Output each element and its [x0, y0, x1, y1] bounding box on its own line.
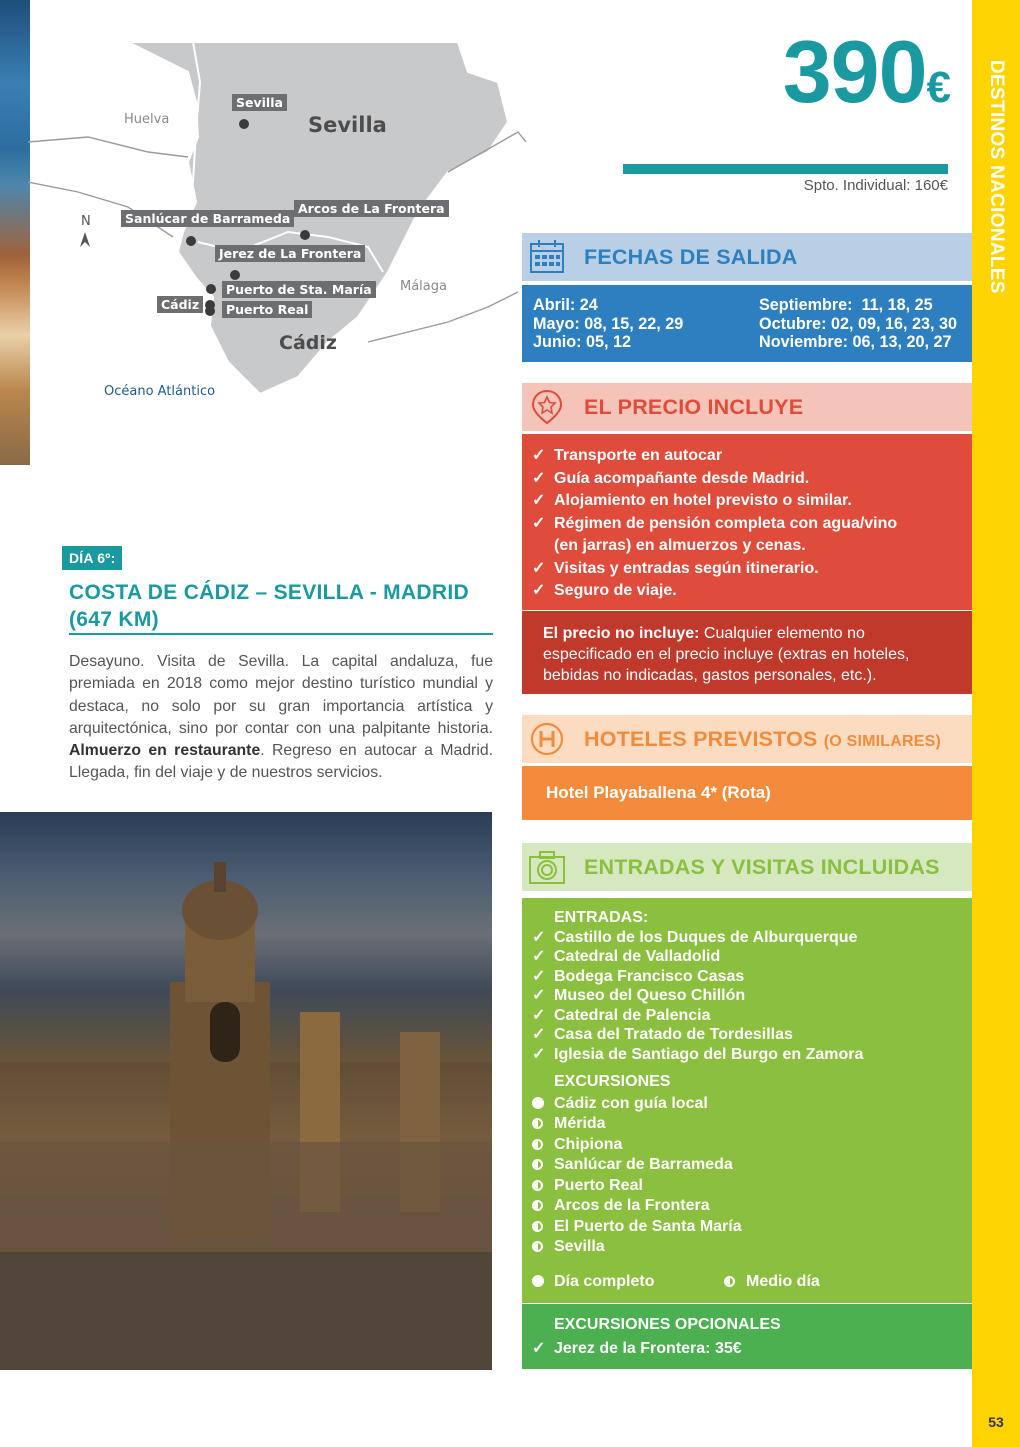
fecha-line: Septiembre: 11, 18, 25	[759, 296, 933, 314]
opcionales-body	[522, 1304, 972, 1369]
incluye-item: ✓ Seguro de viaje.	[532, 580, 962, 603]
map-place-sanlucar: Sanlúcar de Barrameda	[121, 210, 294, 227]
full-day-icon	[532, 1275, 544, 1287]
entrada-item: ✓ Castillo de los Duques de Alburquerque	[532, 928, 858, 946]
check-icon: ✓	[532, 1026, 546, 1043]
map-north-label: N	[81, 214, 91, 229]
incluye-item: ✓ Régimen de pensión completa con agua/vino	[532, 513, 962, 536]
incluye-header	[522, 383, 972, 431]
hoteles-title: HOTELES PREVISTOS (O SIMILARES)	[584, 727, 942, 751]
price-bar	[623, 164, 948, 174]
map-place-jerez: Jerez de La Frontera	[215, 245, 365, 262]
entradas-title: ENTRADAS Y VISITAS INCLUIDAS	[584, 855, 940, 879]
single-supplement: Spto. Individual: 160€	[803, 177, 948, 194]
entradas-header	[522, 843, 972, 891]
check-icon: ✓	[532, 1340, 546, 1357]
check-icon: ✓	[532, 447, 546, 464]
map-region-cadiz: Cádiz	[279, 332, 337, 354]
fechas-title: FECHAS DE SALIDA	[584, 245, 798, 269]
hotel-body	[522, 766, 972, 820]
excursion-item: Cádiz con guía local	[532, 1094, 962, 1115]
map-place-cadiz: Cádiz	[157, 296, 203, 313]
map-place-puerto-sta-maria: Puerto de Sta. María	[222, 281, 376, 298]
incluye-body	[522, 434, 972, 610]
entrada-item: ✓ Catedral de Palencia	[532, 1006, 711, 1024]
check-icon: ✓	[532, 1045, 546, 1063]
opcionales-label: EXCURSIONES OPCIONALES	[554, 1316, 781, 1333]
cathedral-photo-art	[0, 812, 492, 1370]
excursion-item: Mérida	[532, 1114, 962, 1135]
excursion-item: Chipiona	[532, 1135, 962, 1156]
fechas-col-1	[533, 296, 683, 352]
map-dot-puerto-sta-maria	[206, 284, 216, 294]
day-title: COSTA DE CÁDIZ – SEVILLA - MADRID (647 KM)	[69, 581, 469, 631]
map-place-arcos: Arcos de La Frontera	[294, 200, 449, 217]
fecha-line: Abril: 24	[533, 296, 598, 314]
route-map	[28, 42, 528, 432]
half-day-icon	[532, 1139, 543, 1150]
calendar-icon	[528, 239, 566, 275]
city-photo-strip	[0, 0, 30, 465]
hotel-name: Hotel Playaballena 4* (Rota)	[546, 783, 771, 802]
excursion-item: Sevilla	[532, 1237, 962, 1258]
entrada-item: ✓ Catedral de Valladolid	[532, 948, 721, 965]
check-icon: ✓	[532, 514, 546, 532]
entrada-item: ✓ Iglesia de Santiago del Burgo en Zamora	[532, 1045, 864, 1063]
fechas-body	[522, 285, 972, 362]
half-day-icon	[532, 1180, 543, 1191]
entradas-label: ENTRADAS:	[554, 909, 649, 926]
day-title-rule	[69, 633, 493, 635]
map-region-huelva: Huelva	[124, 112, 170, 127]
fechas-header	[522, 233, 972, 281]
hoteles-header	[522, 715, 972, 763]
incluye-item-continuation: (en jarras) en almuerzos y cenas.	[554, 537, 806, 554]
fecha-line: Junio: 05, 12	[533, 333, 632, 351]
legend-full-day: Día completo	[532, 1272, 654, 1292]
map-dot-sevilla	[239, 119, 249, 129]
check-icon: ✓	[532, 1006, 546, 1024]
check-icon: ✓	[532, 492, 546, 509]
price: 390€	[782, 22, 950, 121]
map-dot-sanlucar	[186, 236, 196, 246]
cathedral-photo	[0, 812, 492, 1370]
half-day-icon	[532, 1200, 543, 1211]
no-incluye-body: El precio no incluye: Cualquier elemento no especificado en el precio incluye (extras en hoteles, bebidas no indicadas, gastos personales, etc.).	[522, 611, 972, 694]
incluye-title: EL PRECIO INCLUYE	[584, 395, 804, 419]
fechas-col-2	[759, 296, 957, 352]
entrada-item: ✓ Bodega Francisco Casas	[532, 967, 745, 985]
day-description: Desayuno. Visita de Sevilla. La capital andaluza, fue premiada en 2018 como mejor destino turístico mundial y destaca, no solo por su gran importancia artística y arquitectónica, sino por contar con una palpitante historia. Almuerzo en restaurante. Regreso en autocar a Madrid. Llegada, fin del viaje y de nuestros servicios.	[69, 653, 493, 782]
entradas-body	[522, 898, 972, 1303]
incluye-item: ✓ Alojamiento en hotel previsto o similar.	[532, 490, 962, 513]
incluye-item: ✓ Visitas y entradas según itinerario.	[532, 558, 962, 581]
excursiones-label: EXCURSIONES	[554, 1073, 671, 1090]
excursion-item: Arcos de la Frontera	[532, 1196, 962, 1217]
half-day-icon	[532, 1159, 543, 1170]
excursion-item: Sanlúcar de Barrameda	[532, 1155, 962, 1176]
fecha-line: Noviembre: 06, 13, 20, 27	[759, 333, 952, 351]
check-icon: ✓	[532, 987, 546, 1004]
incluye-item: ✓ Transporte en autocar	[532, 445, 962, 468]
camera-icon	[528, 849, 566, 885]
map-region-sevilla: Sevilla	[308, 113, 387, 137]
half-day-icon	[724, 1276, 735, 1287]
map-region-malaga: Málaga	[400, 279, 447, 294]
full-day-icon	[532, 1097, 544, 1109]
side-title: DESTINOS NACIONALES	[986, 60, 1007, 294]
fecha-line: Octubre: 02, 09, 16, 23, 30	[759, 314, 957, 333]
check-icon: ✓	[532, 948, 546, 965]
incluye-item: ✓ Guía acompañante desde Madrid.	[532, 468, 962, 491]
map-ocean-label: Océano Atlántico	[104, 384, 216, 399]
check-icon: ✓	[532, 582, 546, 599]
check-icon: ✓	[532, 469, 546, 487]
excursion-item: El Puerto de Santa María	[532, 1217, 962, 1238]
legend-half-day: Medio día	[724, 1272, 820, 1292]
hotel-icon	[528, 721, 566, 757]
map-dot-jerez	[230, 270, 240, 280]
opcional-item: ✓ Jerez de la Frontera: 35€	[532, 1338, 962, 1360]
legend	[532, 1272, 962, 1294]
half-day-icon	[532, 1221, 543, 1232]
entrada-item: ✓ Casa del Tratado de Tordesillas	[532, 1026, 793, 1043]
half-day-icon	[532, 1241, 543, 1252]
check-icon: ✓	[532, 559, 546, 577]
map-place-sevilla: Sevilla	[232, 94, 287, 111]
page-number: 53	[988, 1414, 1004, 1430]
entrada-item: ✓ Museo del Queso Chillón	[532, 987, 746, 1004]
half-day-icon	[532, 1118, 543, 1129]
map-place-puerto-real: Puerto Real	[222, 301, 312, 318]
excursion-item: Puerto Real	[532, 1176, 962, 1197]
day-badge: DÍA 6º:	[62, 546, 122, 570]
map-dot-puerto-real	[205, 306, 215, 316]
fecha-line: Mayo: 08, 15, 22, 29	[533, 314, 684, 333]
check-icon: ✓	[532, 928, 546, 946]
check-icon: ✓	[532, 967, 546, 985]
map-dot-arcos	[300, 230, 310, 240]
badge-star-icon	[528, 389, 566, 425]
